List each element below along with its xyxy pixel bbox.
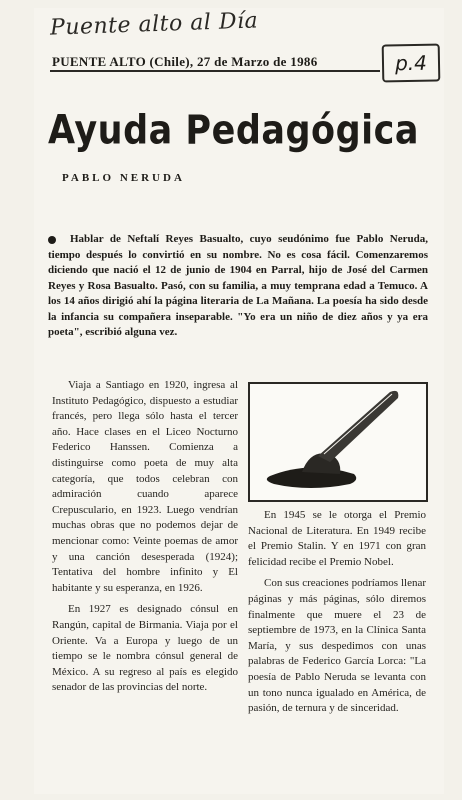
article-intro: Hablar de Neftalí Reyes Basualto, cuyo seudónimo fue Pablo Neruda, tiempo después lo convirtió en su nombre. No es cosa fácil. Comenzaremos diciendo que nació el 12 de junio de 1904 en Parral, hijo de José del Carmen Reyes y Rosa Basualto. Pasó, con su familia, a muy temprana edad a Temuco. A los 14 años dirigió ahí la página literaria de La Mañana. La poesía ha sido desde la infancia su compañera inseparable. "Yo era un niño de diez años y ya era poeta", escribió alguna vez. [48,233,428,338]
dateline-rule [50,70,380,72]
inkwell-illustration [248,382,428,502]
paragraph: En 1945 se le otorga el Premio Nacional de Literatura. En 1949 recibe el Premio Stalin. Y en 1971 con gran felicidad recibe el Premio Nobel. [248,509,426,568]
article-right-column [248,508,426,723]
paragraph: Viaja a Santiago en 1920, ingresa al Instituto Pedagógico, dispuesto a estudiar francés, pero llega sólo hasta el tercer año. Hace clases en el Liceo Nocturno Federico Hanssen. Comienza a distinguirse como poeta de muy alta categoría, que todos celebran con admiración cuando aparece Crepusculario, en 1923. Luego vendrían muchas obras que no podemos dejar de mencionar como: Veinte poemas de amor y una canción desesperada (1924); Tentativa del hombre infinito y El habitante y su esperanza, en 1926. [52,379,238,594]
article-byline: PABLO NERUDA [62,172,185,184]
article-headline: Ayuda Pedagógica [48,108,420,154]
inkwell-quill-icon [250,384,426,500]
paragraph: En 1927 es designado cónsul en Rangún, capital de Birmania. Viaja por el Oriente. Va a Europa y luego de un tiempo se le nombra cónsul general de México. A su regreso al país es elegido senador de las provincias del norte. [52,603,238,694]
paragraph: Con sus creaciones podríamos llenar páginas y más páginas, sólo diremos finalmente que muere el 23 de septiembre de 1973, en la Clínica Santa María, y sus despedimos con unas palabras de Federico García Lorca: "La poesía de Pablo Neruda se levanta con un tono nunca igualado en América, de pasión, de ternura y de sinceridad. [248,577,426,715]
article-left-column [52,378,238,702]
page-number-stamp: p.4 [382,43,441,82]
dateline: PUENTE ALTO (Chile), 27 de Marzo de 1986 [52,54,318,69]
handwritten-source-note: Puente alto al Día [49,8,259,41]
